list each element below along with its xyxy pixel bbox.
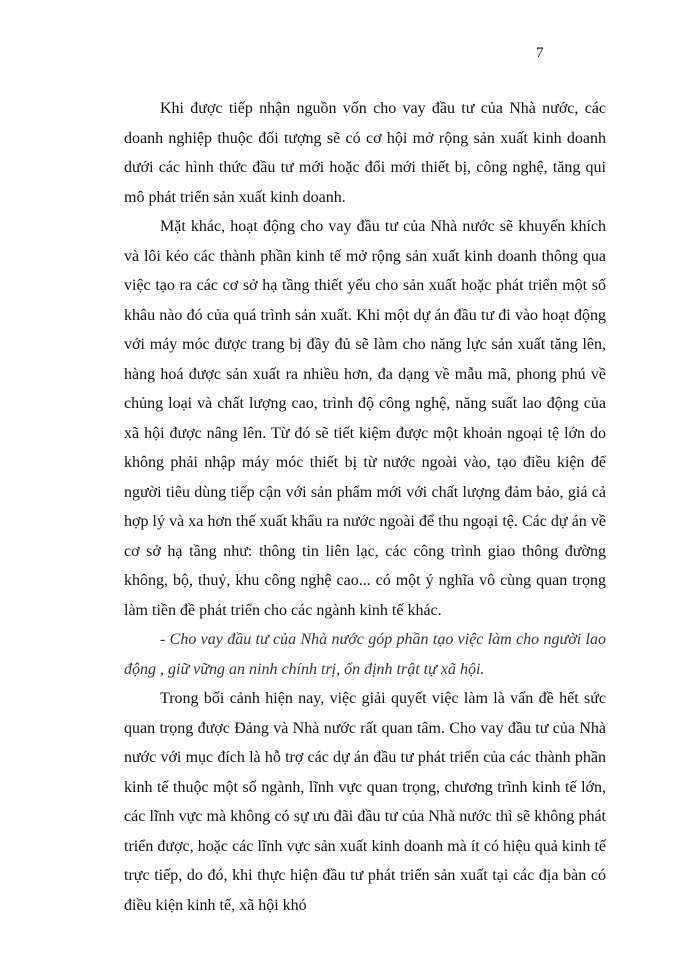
paragraph-2: Mặt khác, hoạt động cho vay đầu tư của Nhà nước sẽ khuyến khích và lôi kéo các thành phần kinh tế mở rộng sản xuất kinh doanh thông qua việc tạo ra các cơ sở hạ tầng thiết yếu cho sản xuất hoặc phát triển một số khâu nào đó của quá trình sản xuất. Khi một dự án đầu tư đi vào hoạt động với máy móc được trang bị đầy đủ sẽ làm cho năng lực sản xuất tăng lên, hàng hoá được sản xuất ra nhiều hơn, đa dạng về mẫu mã, phong phú về chủng loại và chất lượng cao, trình độ công nghệ, năng suất lao động của xã hội được nâng lên. Từ đó sẽ tiết kiệm được một khoản ngoại tệ lớn do không phải nhập máy móc thiết bị từ nước ngoài vào, tạo điều kiện để người tiêu dùng tiếp cận với sản phẩm mới với chất lượng đảm bảo, giá cả hợp lý và xa hơn thế xuất khẩu ra nước ngoài để thu ngoại tệ. Các dự án về cơ sở hạ tầng như: thông tin liên lạc, các công trình giao thông đường không, bộ, thuỷ, khu công nghệ cao... có một ý nghĩa vô cùng quan trọng làm tiền đề phát triển cho các ngành kinh tế khác. bbox=[124, 218, 606, 619]
document-body bbox=[124, 94, 606, 920]
paragraph-1: Khi được tiếp nhận nguồn vốn cho vay đầu tư của Nhà nước, các doanh nghiệp thuộc đối tượng sẽ có cơ hội mở rộng sản xuất kinh doanh dưới các hình thức đầu tư mới hoặc đổi mới thiết bị, công nghệ, tăng qui mô phát triển sản xuất kinh doanh. bbox=[124, 100, 606, 206]
page-number: 7 bbox=[536, 45, 544, 61]
paragraph-4: Trong bối cảnh hiện nay, việc giải quyết việc làm là vấn đề hết sức quan trọng được Đảng và Nhà nước rất quan tâm. Cho vay đầu tư của Nhà nước với mục đích là hỗ trợ các dự án đầu tư phát triển của các thành phần kinh tế thuộc một số ngành, lĩnh vực quan trọng, chương trình kinh tế lớn, các lĩnh vực mà không có sự ưu đãi đầu tư của Nhà nước thì sẽ không phát triển được, hoặc các lĩnh vực sản xuất kinh doanh mà ít có hiệu quả kinh tế trực tiếp, do đó, khi thực hiện đầu tư phát triển sản xuất tại các địa bàn có điều kiện kinh tế, xã hội khó bbox=[124, 690, 606, 914]
paragraph-3-italic: - Cho vay đầu tư của Nhà nước góp phần tạo việc làm cho người lao động , giữ vững an ninh chính trị, ổn định trật tự xã hội. bbox=[124, 631, 606, 678]
